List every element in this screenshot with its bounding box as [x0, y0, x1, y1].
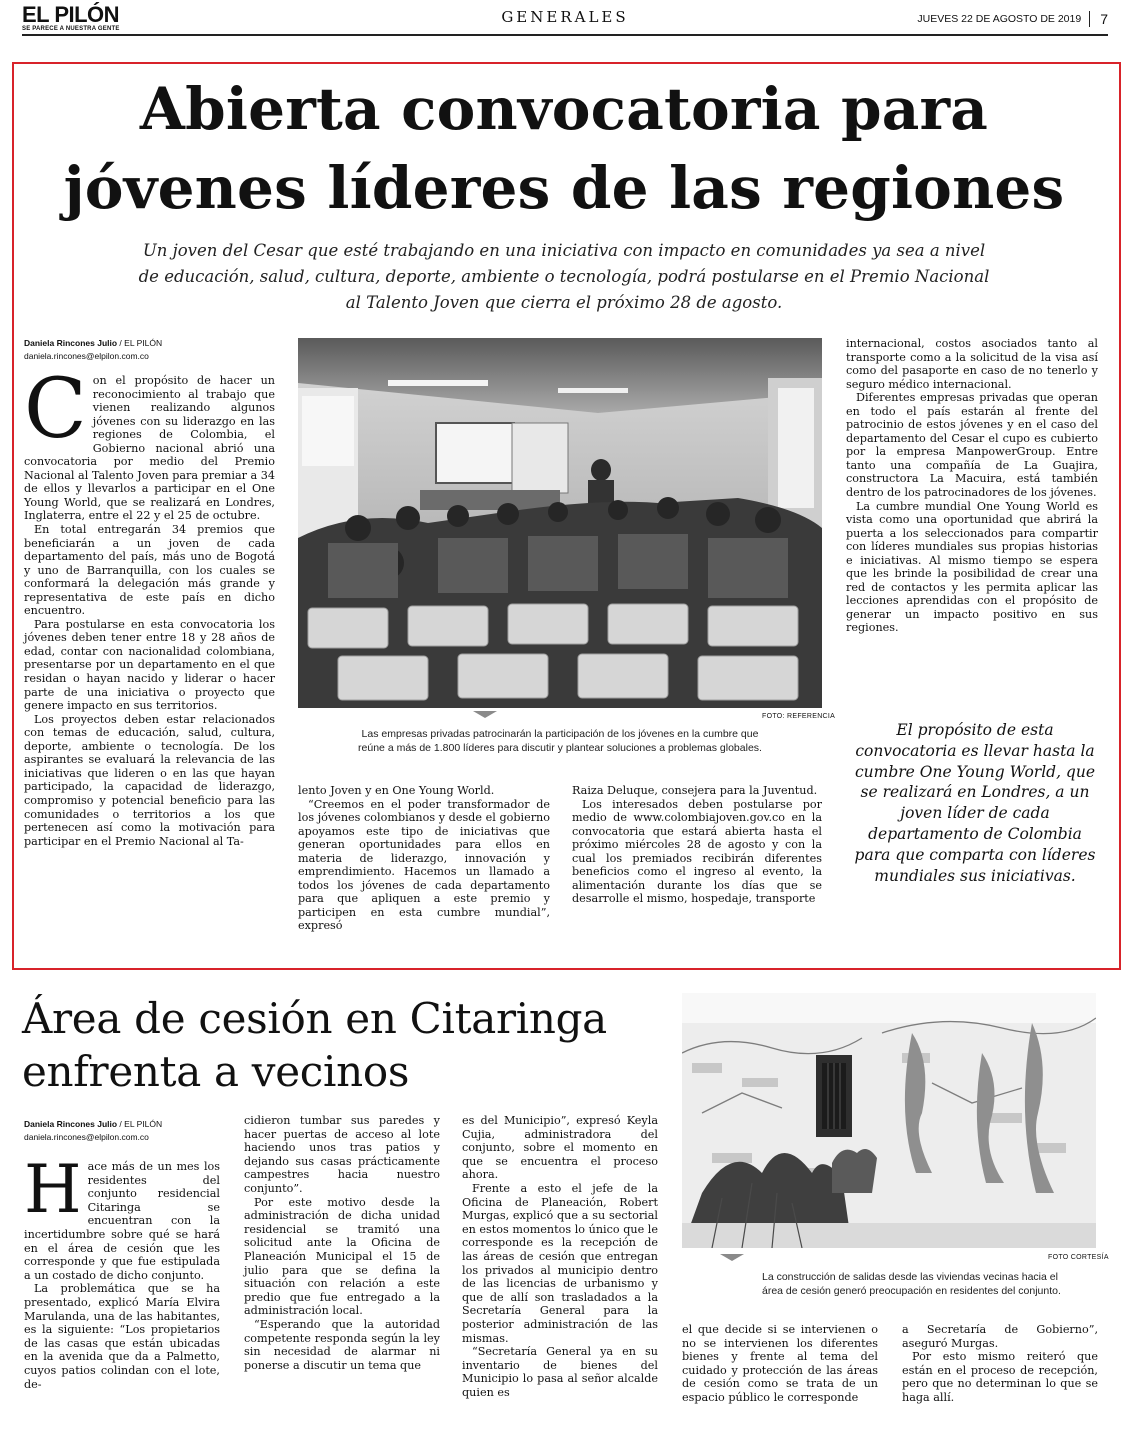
byline-author: Daniela Rincones Julio	[24, 338, 118, 348]
article1-headline-line2: jóvenes líderes de las regiones	[63, 154, 1065, 222]
article2-column-2	[244, 1114, 440, 1372]
article2-paragraph: “Secretaría General ya en su inventario de bienes del Municipio lo pasa al señor alcalde quien es	[462, 1345, 658, 1399]
article1-column-2	[298, 784, 550, 933]
wall-photo	[682, 993, 1096, 1248]
article2-column-5	[902, 1323, 1098, 1405]
page-number: 7	[1100, 11, 1108, 27]
article2-byline	[24, 1118, 162, 1144]
article1-paragraph: “Creemos en el poder transformador de los jóvenes colombianos y desde el gobierno apoyamos este tipo de iniciativas que generan oportunidades para ellos en materia de liderazgo, innovación y emprendimiento. Hacemos un llamado a todos los jóvenes de cada departamento para que apliquen a este premio y participen en esta cumbre mundial”, expresó	[298, 797, 550, 933]
article1-paragraph: on el propósito de hacer un reconocimiento al trabajo que vienen realizando algunos jóvenes con su liderazgo en las regiones de Colombia, el Gobierno nacional abrió una convocatoria por medio del Premio Nacional al Talento Joven para premiar a 34 de ellos y llevarlos a participar en el One Young World, que se realizará en Londres, Inglaterra, entre el 22 y el 25 de octubre.	[24, 374, 275, 523]
article1-caption-line1: Las empresas privadas patrocinarán la participación de los jóvenes en la cumbre que	[361, 728, 759, 740]
article2-dropcap: H	[24, 1151, 82, 1228]
article1-headline-line1: Abierta convocatoria para	[139, 75, 989, 143]
logo-name: EL PILÓN	[22, 2, 120, 27]
classroom-photo	[298, 338, 822, 708]
byline-author: Daniela Rincones Julio	[24, 1119, 118, 1129]
article2-paragraph: cidieron tumbar sus paredes y hacer puertas de acceso al lote haciendo unos tras patios y dejando sus casas prácticamente campestres hacia nuestro conjunto”.	[244, 1114, 440, 1195]
article1-column-3	[572, 784, 822, 906]
article1-photo-credit: FOTO: REFERENCIA	[762, 713, 836, 720]
article2-paragraph: a Secretaría de Gobierno”, aseguró Murgas.	[902, 1323, 1098, 1350]
article2-paragraph: Frente a esto el jefe de la Oficina de Planeación, Robert Murgas, explicó que a su sectorial en estos momentos lo único que le corresponde es la recepción de las áreas de cesión que entregan los privados al municipio dentro de las licencias de urbanismo y que de allí son trasladados a la Secretaría General para la posterior administración de las mismas.	[462, 1181, 658, 1345]
article1-paragraph: La cumbre mundial One Young World es vista como una oportunidad que abrirá la puerta a los seleccionados para compartir con líderes mundiales sus propias historias e iniciativas. Al mismo tiempo se espera que les brinde la posibilidad de crear una red de contactos y les permita aplicar las lecciones aprendidas con el propósito de generar un impacto positivo en sus regiones.	[846, 499, 1098, 635]
article1-column-4	[846, 337, 1098, 635]
article1-paragraph: lento Joven y en One Young World.	[298, 784, 495, 797]
article2-paragraph: ace más de un mes los residentes del conjunto residencial Citaringa se encuentran con la incertidumbre sobre qué se hará en el área de cesión que les corresponde y que fue estipulada a un costado de dicho conjunto.	[24, 1160, 220, 1282]
article1-paragraph: Para postularse en esta convocatoria los jóvenes deben tener entre 18 y 28 años de edad, contar con nacionalidad colombiana, presentarse por un departamento en el que residan o hayan nacido y liderar o hacer parte de una iniciativa o proyecto que genere impacto en sus territorios.	[24, 617, 275, 713]
article1-dropcap: C	[24, 362, 87, 457]
article2-headline	[22, 992, 682, 1098]
article1-caption-line2: reúne a más de 1.800 líderes para discutir y plantear soluciones a problemas globales.	[358, 742, 762, 754]
article1-paragraph: En total entregarán 34 premios que beneficiarán a un joven de cada departamento del país, más uno de Bogotá y uno de Barranquilla, con los cuales se conformará la delegación más grande y representativa de este país en dicho encuentro.	[24, 523, 275, 618]
article2-paragraph: Por este motivo desde la administración de dicha unidad residencial se tramitó una solicitud ante la Oficina de Planeación Municipal el 15 de julio para que se defina la situación con relación a este predio que fue entregado a la administración local.	[244, 1195, 440, 1318]
article2-caption-line1: La construcción de salidas desde las viviendas vecinas hacia el	[762, 1271, 1058, 1283]
article2-headline-line1: Área de cesión en Citaringa	[22, 994, 607, 1043]
byline-outlet: / EL PILÓN	[117, 1119, 163, 1129]
article2-column-3	[462, 1114, 658, 1399]
byline-email[interactable]: daniela.rincones@elpilon.com.co	[24, 1132, 149, 1142]
article1-deck-line3: al Talento Joven que cierra el próximo 28 de agosto.	[345, 293, 783, 312]
caption-pointer-icon	[720, 1254, 744, 1261]
classroom-photo-image	[298, 338, 822, 708]
article2-headline-line2: enfrenta a vecinos	[22, 1047, 410, 1096]
article1-pullquote: El propósito de esta convocatoria es llevar hasta la cumbre One Young World, que se realizará en Londres, a un joven líder de cada departamento de Colombia para que comparta con líderes mundiales sus iniciativas.	[854, 721, 1096, 885]
article1-paragraph: internacional, costos asociados tanto al transporte como a la solicitud de la visa así como del pasaporte en caso de no tenerlo y seguro médico internacional.	[846, 337, 1098, 391]
article2-paragraph: “Esperando que la autoridad competente responda según la ley sin necesidad de alarmar ni ponerse a discutir un tema que	[244, 1317, 440, 1372]
article2-paragraph: La problemática que se ha presentado, explicó María Elvira Marulanda, una de las habitantes, es la siguiente: “Los propietarios de las casas que están ubicadas en la avenida que da a Palmetto, cuyos patios colindan con el lote, de-	[24, 1282, 220, 1391]
section-name: GENERALES	[501, 8, 629, 26]
edition-date: JUEVES 22 DE AGOSTO DE 2019	[917, 13, 1082, 25]
article1-deck-line2: de educación, salud, cultura, deporte, ambiente o tecnología, podrá postularse en el Premio Nacional	[138, 267, 990, 286]
article1-paragraph: Diferentes empresas privadas que operan en todo el país estarán al frente del patrocinio de estos jóvenes y en el caso del departamento del Cesar el cupo es cubierto por la empresa ManpowerGroup. Entre tanto una compañía de La Guajira, constructora La Macuira, está también dentro de los patrocinadores de los jóvenes.	[846, 391, 1098, 500]
byline-outlet: / EL PILÓN	[117, 338, 163, 348]
masthead	[22, 4, 1108, 36]
article1-paragraph: Raiza Deluque, consejera para la Juventud.	[572, 784, 818, 797]
article2-column-1	[24, 1151, 220, 1391]
article1-deck	[50, 238, 1078, 316]
edition-divider	[1089, 11, 1090, 27]
article2-paragraph: es del Municipio”, expresó Keyla Cujia, administradora del conjunto, sobre el momento en que se encuentra el proceso ahora.	[462, 1114, 658, 1182]
article2-caption-line2: área de cesión generó preocupación en residentes del conjunto.	[762, 1285, 1061, 1297]
article1-photo-caption	[298, 727, 822, 755]
article2-paragraph: Por esto mismo reiteró que están en el proceso de recepción, pero que no determinan lo que se haga allí.	[902, 1350, 1098, 1404]
article1-deck-line1: Un joven del Cesar que esté trabajando en una iniciativa con impacto en comunidades ya sea a nivel	[142, 241, 986, 260]
article1-headline	[0, 70, 1128, 228]
byline-email[interactable]: daniela.rincones@elpilon.com.co	[24, 351, 149, 361]
article1-paragraph: Los proyectos deben estar relacionados con temas de educación, salud, cultura, deporte, ambiente o tecnología. De los aspirantes se evaluará la relevancia de las iniciativas que lideren o en las que hayan participado, la capacidad de liderazgo, compromiso y potencial beneficio para las comunidades o territorios a los que pertenecen así como la motivación para participar en el Premio Nacional al Ta-	[24, 712, 275, 848]
logo-tagline: SE PARECE A NUESTRA GENTE	[22, 26, 120, 32]
article2-paragraph: el que decide si se intervienen o no se intervienen los diferentes bienes y frente al tema del cuidado y protección de las áreas de cesión como se trata de un espacio público le corresponde	[682, 1323, 878, 1404]
caption-pointer-icon	[473, 711, 497, 718]
wall-photo-image	[682, 993, 1096, 1248]
article1-byline	[24, 337, 162, 363]
article1-paragraph: Los interesados deben postularse por medio de www.colombiajoven.gov.co en la convocatoria que estará abierta hasta el próximo miércoles 28 de agosto y con la cual los premiados recibirán diferentes beneficios como el ingreso al evento, la alimentación durante los días que se desarrolle el mismo, hospedaje, transporte	[572, 797, 822, 906]
article2-column-4	[682, 1323, 878, 1405]
article1-column-1	[24, 362, 275, 848]
article2-photo-caption	[682, 1270, 1128, 1298]
article2-photo-credit: FOTO CORTESÍA	[1048, 1254, 1109, 1261]
edition-info	[917, 11, 1108, 27]
